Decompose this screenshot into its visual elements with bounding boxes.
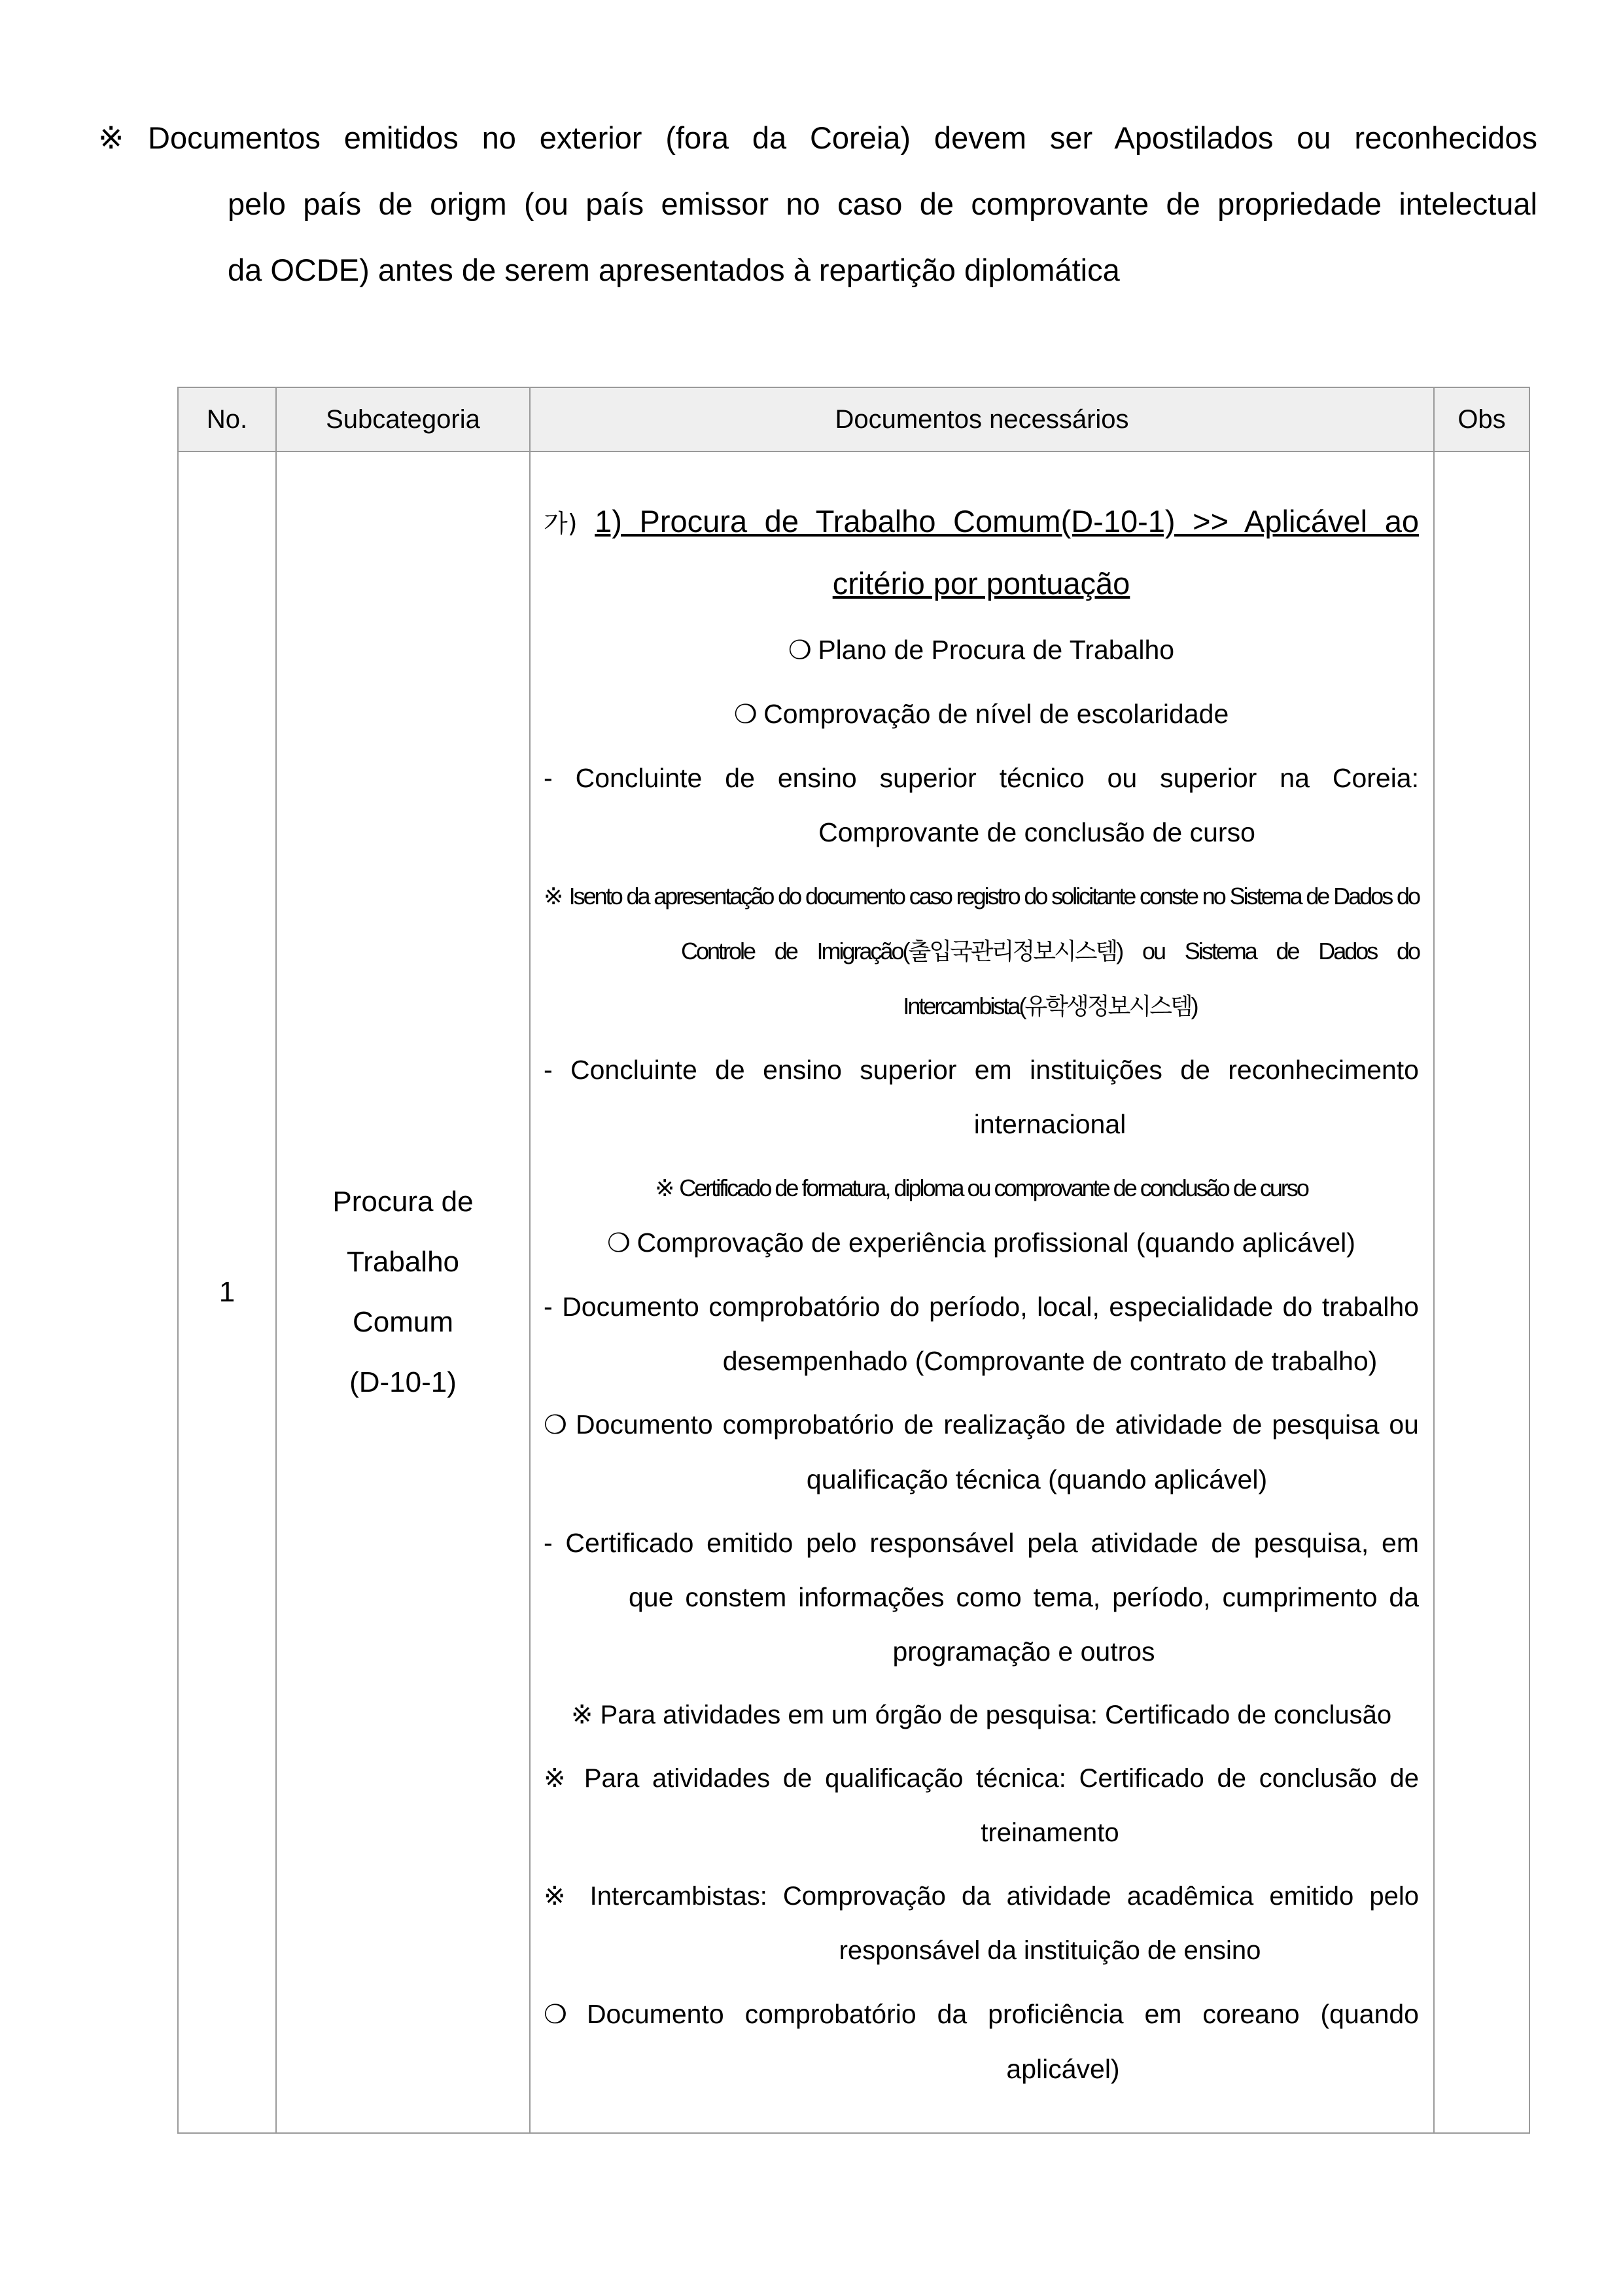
list-item: [544, 623, 1419, 678]
documents-table: [177, 387, 1530, 2134]
header-documents: Documentos necessários: [530, 387, 1434, 451]
section-prefix: 가): [544, 508, 578, 538]
list-item: [544, 687, 1419, 742]
reference-mark-icon: ※: [98, 120, 124, 155]
reference-mark-icon: ※: [544, 1763, 572, 1793]
circle-bullet-icon: ❍: [544, 1410, 567, 1439]
item-certificado-pesquisa-2: que constem informações como tema, período, cumprimento da: [629, 1581, 1419, 1612]
note-qualificacao-text-1: Para atividades de qualificação técnica: Certificado de conclusão de: [584, 1763, 1420, 1793]
item-concluinte-coreia-1: - Concluinte de ensino superior técnico ou superior na Coreia:: [544, 762, 1419, 793]
reference-mark-icon: ※: [655, 1174, 675, 1201]
item-coreano-1: Documento comprobatório da proficiência em coreano (quando: [586, 1998, 1419, 2029]
header-obs: Obs: [1434, 387, 1529, 451]
note-qualificacao-2: treinamento: [981, 1818, 1119, 1847]
item-certificado-pesquisa-1: - Certificado emitido pelo responsável pela atividade de pesquisa, em: [544, 1527, 1419, 1558]
section-heading-line-1: 1) Procura de Trabalho Comum(D-10-1) >> Aplicável ao: [595, 503, 1419, 539]
notice-line-1: Documentos emitidos no exterior (fora da Coreia) devem ser Apostilados ou reconhecidos: [148, 120, 1537, 155]
row-number: 1: [178, 451, 276, 2133]
header-subcategory: Subcategoria: [276, 387, 530, 451]
item-experiencia: Comprovação de experiência profissional (quando aplicável): [637, 1227, 1355, 1258]
subcategory-line: (D-10-1): [349, 1366, 457, 1398]
item-plano: Plano de Procura de Trabalho: [818, 634, 1175, 665]
note-certificado-formatura: [544, 1161, 1419, 1216]
note-certificado-formatura-text: Certificado de formatura, diploma ou comprovante de conclusão de curso: [679, 1174, 1308, 1201]
subcategory-line: Procura de: [332, 1186, 474, 1218]
note-isento-line-1: [544, 869, 1419, 924]
notice-line-2: pelo país de origm (ou país emissor no caso de comprovante de propriedade intelectual: [228, 186, 1537, 221]
item-escolaridade: Comprovação de nível de escolaridade: [763, 698, 1229, 729]
note-orgao-text: Para atividades em um órgão de pesquisa: Certificado de conclusão: [600, 1700, 1392, 1729]
header-no: No.: [178, 387, 276, 451]
circle-bullet-icon: ❍: [607, 1228, 631, 1258]
circle-bullet-icon: ❍: [544, 2000, 567, 2029]
note-intercambistas-text-1: Intercambistas: Comprovação da atividade acadêmica emitido pelo: [589, 1881, 1419, 1911]
row-subcategory: [276, 451, 530, 2133]
circle-bullet-icon: ❍: [733, 699, 758, 729]
list-item: [544, 1398, 1419, 1453]
item-concluinte-coreia-2: Comprovante de conclusão de curso: [818, 817, 1255, 847]
notice-line-3: da OCDE) antes de serem apresentados à repartição diplomática: [228, 253, 1120, 287]
row-obs: [1434, 451, 1529, 2133]
item-pesquisa-1: Documento comprobatório de realização de atividade de pesquisa ou: [575, 1409, 1419, 1439]
reference-mark-icon: ※: [544, 882, 564, 910]
item-periodo-2: desempenhado (Comprovante de contrato de trabalho): [722, 1345, 1378, 1376]
section-heading-line-2-wrap: [544, 554, 1419, 614]
item-concluinte-int-2: internacional: [973, 1108, 1126, 1139]
note-isento-text-1: Isento da apresentação do documento caso registro do solicitante conste no Sistema de Dados do: [568, 882, 1419, 910]
item-coreano-2: aplicável): [1006, 2053, 1120, 2084]
note-isento-line-3: Intercambista(유학생정보시스템): [903, 992, 1197, 1019]
reference-mark-icon: ※: [544, 1881, 574, 1911]
note-intercambistas-1: [544, 1869, 1419, 1924]
note-intercambistas-2: responsável da instituição de ensino: [839, 1935, 1261, 1965]
reference-mark-icon: ※: [570, 1700, 593, 1729]
note-qualificacao-1: [544, 1752, 1419, 1806]
item-certificado-pesquisa-3: programação e outros: [892, 1636, 1155, 1667]
item-concluinte-int-1: - Concluinte de ensino superior em instituições de reconhecimento: [544, 1054, 1419, 1085]
table-row: [178, 451, 1529, 2133]
subcategory-line: Trabalho: [346, 1246, 460, 1278]
note-orgao: [544, 1688, 1419, 1742]
item-periodo-1: - Documento comprobatório do período, local, especialidade do trabalho: [544, 1291, 1419, 1322]
note-isento-line-2: Controle de Imigração(출입국관리정보시스템) ou Sistema de Dados do: [681, 937, 1419, 964]
required-documents-cell: [530, 451, 1434, 2133]
section-heading: [544, 491, 1419, 554]
table-header-row: [178, 387, 1529, 451]
circle-bullet-icon: ❍: [788, 635, 812, 665]
section-heading-line-2: critério por pontuação: [832, 565, 1130, 601]
list-item: [544, 1987, 1419, 2042]
item-pesquisa-2: qualificação técnica (quando aplicável): [806, 1464, 1268, 1494]
subcategory-line: Comum: [352, 1306, 454, 1338]
list-item: [544, 1216, 1419, 1271]
